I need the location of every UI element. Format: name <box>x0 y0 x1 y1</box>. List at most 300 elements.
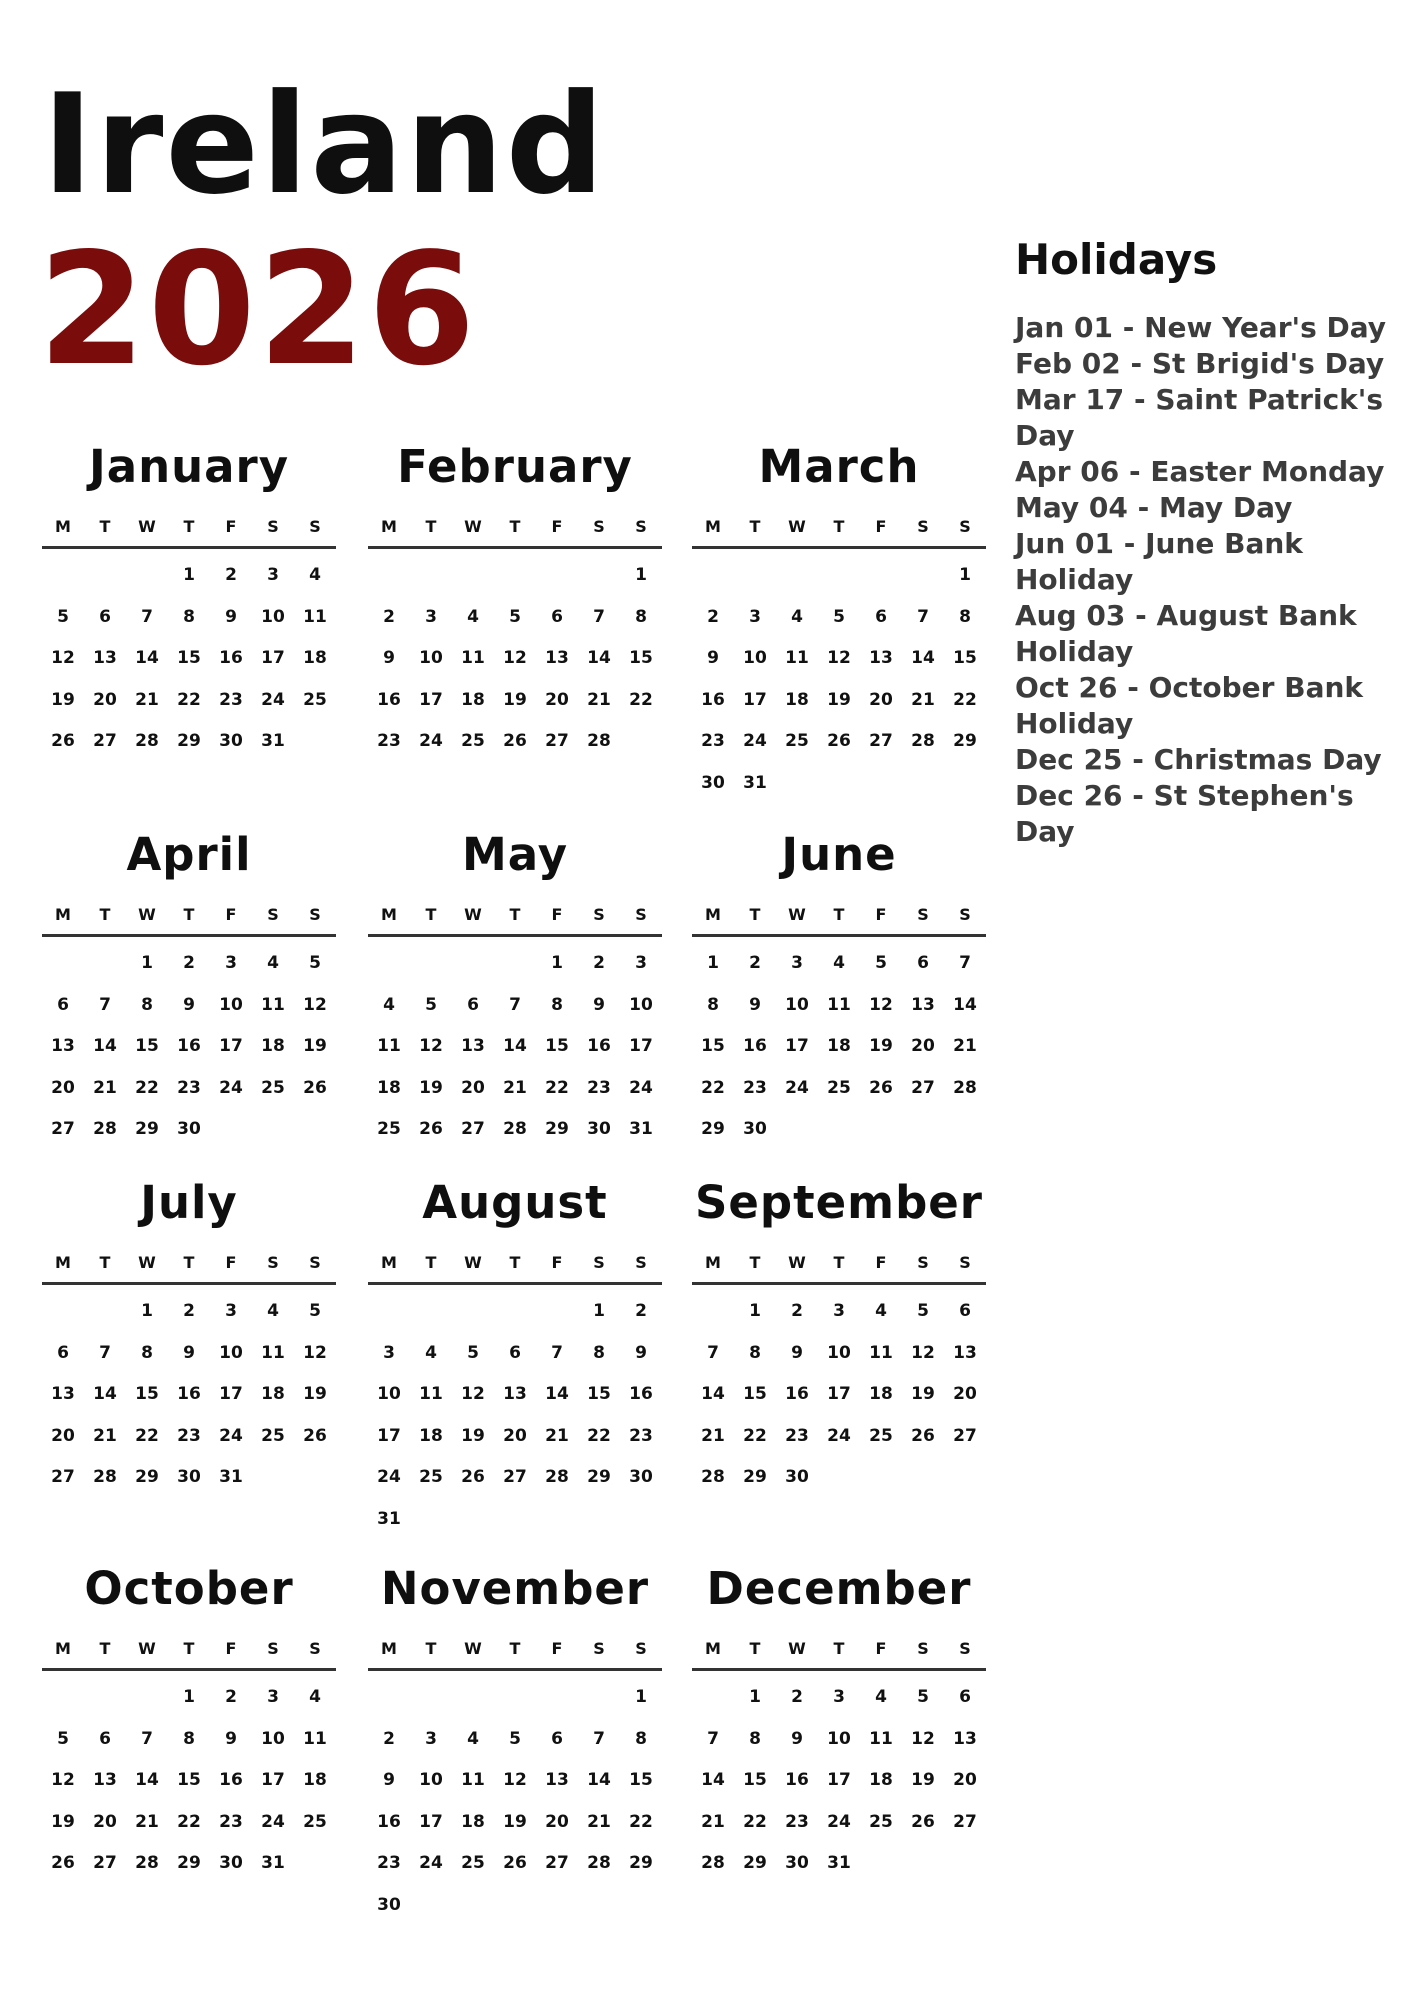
day-cell: 17 <box>419 689 443 710</box>
weekday-label: S <box>917 1253 929 1272</box>
day-grid <box>692 555 986 804</box>
day-cell: 22 <box>587 1425 611 1446</box>
day-cell: 21 <box>911 689 935 710</box>
weekday-label: F <box>551 905 563 924</box>
day-cell: 29 <box>743 1853 767 1873</box>
day-cell: 13 <box>953 1728 977 1749</box>
day-cell: 21 <box>93 1425 117 1446</box>
day-cell: 2 <box>791 1301 803 1321</box>
day-cell: 18 <box>785 689 809 710</box>
weekday-header <box>368 508 662 549</box>
day-cell: 19 <box>869 1036 893 1056</box>
day-cell: 23 <box>587 1077 611 1098</box>
empty-day-cell <box>452 1291 494 1333</box>
day-cell: 10 <box>743 648 767 668</box>
weekday-label: S <box>959 905 971 924</box>
day-cell: 16 <box>743 1036 767 1056</box>
day-cell: 14 <box>545 1384 569 1404</box>
day-cell: 15 <box>545 1036 569 1056</box>
day-cell: 7 <box>99 994 111 1015</box>
day-cell: 18 <box>303 648 327 668</box>
day-cell: 22 <box>135 1425 159 1446</box>
weekday-label: S <box>917 517 929 536</box>
day-cell: 15 <box>135 1036 159 1056</box>
day-cell: 23 <box>785 1425 809 1446</box>
day-cell: 22 <box>743 1425 767 1446</box>
weekday-label: W <box>788 1639 806 1658</box>
day-cell: 12 <box>503 1770 527 1790</box>
month-title: April <box>126 828 252 881</box>
day-cell: 9 <box>791 1728 803 1749</box>
empty-day-cell <box>536 1291 578 1333</box>
day-cell: 24 <box>261 1811 285 1832</box>
day-cell: 13 <box>545 648 569 668</box>
holiday-list <box>1015 310 1405 850</box>
day-cell: 28 <box>953 1077 977 1098</box>
day-cell: 31 <box>629 1119 653 1139</box>
empty-day-cell <box>410 555 452 597</box>
day-cell: 14 <box>701 1770 725 1790</box>
day-cell: 19 <box>503 1811 527 1832</box>
day-cell: 26 <box>869 1077 893 1098</box>
day-cell: 29 <box>177 731 201 751</box>
month-january <box>42 438 336 763</box>
day-cell: 13 <box>51 1384 75 1404</box>
empty-day-cell <box>368 1677 410 1719</box>
day-cell: 1 <box>707 953 719 973</box>
day-cell: 18 <box>461 1811 485 1832</box>
empty-day-cell <box>776 555 818 597</box>
weekday-label: T <box>99 517 111 536</box>
day-cell: 17 <box>219 1384 243 1404</box>
empty-day-cell <box>692 1677 734 1719</box>
day-grid <box>42 1291 336 1499</box>
empty-day-cell <box>494 943 536 985</box>
day-cell: 15 <box>177 1770 201 1790</box>
weekday-label: F <box>225 517 237 536</box>
day-cell: 8 <box>183 606 195 627</box>
weekday-label: S <box>593 905 605 924</box>
day-cell: 7 <box>593 606 605 627</box>
day-cell: 17 <box>419 1811 443 1832</box>
day-cell: 6 <box>99 606 111 627</box>
day-cell: 6 <box>551 606 563 627</box>
day-cell: 28 <box>587 1853 611 1873</box>
day-cell: 11 <box>261 1342 285 1363</box>
weekday-label: F <box>225 1639 237 1658</box>
day-cell: 2 <box>383 1728 395 1749</box>
empty-day-cell <box>84 1291 126 1333</box>
weekday-label: S <box>309 1639 321 1658</box>
day-cell: 2 <box>225 565 237 585</box>
day-cell: 8 <box>551 994 563 1015</box>
empty-day-cell <box>410 1677 452 1719</box>
day-cell: 28 <box>701 1467 725 1487</box>
day-cell: 19 <box>51 689 75 710</box>
day-cell: 25 <box>461 731 485 751</box>
day-cell: 27 <box>461 1119 485 1139</box>
day-cell: 14 <box>911 648 935 668</box>
day-cell: 30 <box>219 1853 243 1873</box>
day-cell: 9 <box>707 648 719 668</box>
empty-day-cell <box>494 1677 536 1719</box>
day-cell: 21 <box>93 1077 117 1098</box>
day-cell: 10 <box>419 648 443 668</box>
weekday-label: T <box>749 905 761 924</box>
day-cell: 11 <box>261 994 285 1015</box>
day-cell: 30 <box>377 1894 401 1915</box>
weekday-label: S <box>309 1253 321 1272</box>
day-cell: 3 <box>267 565 279 585</box>
day-cell: 22 <box>743 1811 767 1832</box>
day-cell: 1 <box>183 565 195 585</box>
empty-day-cell <box>818 555 860 597</box>
weekday-label: S <box>635 905 647 924</box>
day-cell: 3 <box>833 1687 845 1707</box>
day-cell: 16 <box>785 1770 809 1790</box>
weekday-label: M <box>381 905 397 924</box>
day-cell: 26 <box>419 1119 443 1139</box>
day-cell: 4 <box>309 565 321 585</box>
weekday-label: T <box>749 1639 761 1658</box>
day-cell: 27 <box>545 1853 569 1873</box>
day-cell: 16 <box>177 1384 201 1404</box>
day-cell: 28 <box>911 731 935 751</box>
day-cell: 12 <box>51 1770 75 1790</box>
month-august <box>368 1174 662 1540</box>
day-cell: 16 <box>177 1036 201 1056</box>
day-cell: 11 <box>869 1342 893 1363</box>
day-cell: 9 <box>183 1342 195 1363</box>
weekday-label: F <box>551 1639 563 1658</box>
weekday-label: S <box>309 905 321 924</box>
day-cell: 26 <box>51 1853 75 1873</box>
day-cell: 25 <box>303 689 327 710</box>
month-april <box>42 826 336 1151</box>
day-cell: 16 <box>219 648 243 668</box>
day-cell: 27 <box>51 1119 75 1139</box>
day-cell: 21 <box>135 689 159 710</box>
day-cell: 19 <box>911 1384 935 1404</box>
day-cell: 13 <box>953 1342 977 1363</box>
day-cell: 9 <box>225 1728 237 1749</box>
day-cell: 25 <box>377 1119 401 1139</box>
empty-day-cell <box>536 1677 578 1719</box>
day-cell: 12 <box>51 648 75 668</box>
day-cell: 22 <box>545 1077 569 1098</box>
weekday-label: M <box>381 1253 397 1272</box>
day-cell: 7 <box>917 606 929 627</box>
day-cell: 20 <box>461 1077 485 1098</box>
day-grid <box>692 943 986 1151</box>
day-cell: 21 <box>953 1036 977 1056</box>
weekday-label: M <box>381 517 397 536</box>
day-cell: 17 <box>261 648 285 668</box>
day-cell: 20 <box>953 1770 977 1790</box>
day-cell: 22 <box>629 1811 653 1832</box>
weekday-label: W <box>788 1253 806 1272</box>
weekday-header <box>368 1630 662 1671</box>
day-cell: 9 <box>749 994 761 1015</box>
day-cell: 21 <box>587 689 611 710</box>
page-title-country: Ireland <box>42 64 607 225</box>
weekday-label: S <box>635 1639 647 1658</box>
empty-day-cell <box>452 943 494 985</box>
day-cell: 15 <box>135 1384 159 1404</box>
weekday-label: W <box>138 905 156 924</box>
day-cell: 23 <box>377 1853 401 1873</box>
day-cell: 5 <box>509 1728 521 1749</box>
day-cell: 26 <box>911 1811 935 1832</box>
day-cell: 30 <box>629 1467 653 1487</box>
day-cell: 27 <box>545 731 569 751</box>
day-cell: 24 <box>785 1077 809 1098</box>
day-cell: 7 <box>509 994 521 1015</box>
day-cell: 8 <box>959 606 971 627</box>
day-cell: 18 <box>419 1425 443 1446</box>
day-cell: 16 <box>377 689 401 710</box>
day-cell: 3 <box>225 953 237 973</box>
day-cell: 27 <box>953 1425 977 1446</box>
day-cell: 16 <box>587 1036 611 1056</box>
day-cell: 2 <box>225 1687 237 1707</box>
day-cell: 25 <box>869 1811 893 1832</box>
weekday-label: T <box>425 905 437 924</box>
day-cell: 8 <box>141 994 153 1015</box>
weekday-label: T <box>99 1253 111 1272</box>
day-cell: 26 <box>303 1425 327 1446</box>
day-cell: 7 <box>141 1728 153 1749</box>
weekday-label: S <box>635 517 647 536</box>
day-cell: 22 <box>177 1811 201 1832</box>
day-cell: 16 <box>629 1384 653 1404</box>
day-cell: 11 <box>303 1728 327 1749</box>
empty-day-cell <box>692 555 734 597</box>
day-cell: 10 <box>827 1342 851 1363</box>
empty-day-cell <box>126 555 168 597</box>
day-cell: 15 <box>629 648 653 668</box>
empty-day-cell <box>42 943 84 985</box>
day-cell: 16 <box>701 689 725 710</box>
day-cell: 2 <box>635 1301 647 1321</box>
day-cell: 17 <box>261 1770 285 1790</box>
weekday-label: F <box>551 517 563 536</box>
day-cell: 12 <box>911 1728 935 1749</box>
day-cell: 24 <box>827 1811 851 1832</box>
day-cell: 24 <box>629 1077 653 1098</box>
day-cell: 30 <box>177 1467 201 1487</box>
day-cell: 21 <box>701 1425 725 1446</box>
day-grid <box>692 1677 986 1885</box>
weekday-header <box>42 1630 336 1671</box>
day-cell: 3 <box>425 606 437 627</box>
day-cell: 31 <box>261 1853 285 1873</box>
day-cell: 11 <box>461 648 485 668</box>
weekday-label: T <box>99 1639 111 1658</box>
weekday-label: S <box>267 517 279 536</box>
day-cell: 29 <box>135 1119 159 1139</box>
day-cell: 6 <box>509 1342 521 1363</box>
weekday-label: T <box>509 1253 521 1272</box>
day-cell: 5 <box>917 1687 929 1707</box>
day-cell: 22 <box>177 689 201 710</box>
day-cell: 4 <box>833 953 845 973</box>
weekday-header <box>692 1244 986 1285</box>
day-cell: 25 <box>869 1425 893 1446</box>
day-cell: 10 <box>261 1728 285 1749</box>
day-cell: 20 <box>953 1384 977 1404</box>
holiday-item: Dec 26 - St Stephen's Day <box>1015 779 1354 848</box>
day-cell: 22 <box>701 1077 725 1098</box>
day-cell: 24 <box>743 731 767 751</box>
empty-day-cell <box>692 1291 734 1333</box>
day-cell: 6 <box>57 994 69 1015</box>
day-cell: 5 <box>509 606 521 627</box>
weekday-label: F <box>225 1253 237 1272</box>
weekday-label: T <box>425 517 437 536</box>
weekday-label: T <box>833 1253 845 1272</box>
day-cell: 21 <box>587 1811 611 1832</box>
weekday-label: T <box>425 1253 437 1272</box>
day-cell: 12 <box>827 648 851 668</box>
weekday-label: F <box>875 1639 887 1658</box>
day-cell: 30 <box>177 1119 201 1139</box>
day-cell: 13 <box>869 648 893 668</box>
day-cell: 1 <box>749 1687 761 1707</box>
day-cell: 7 <box>141 606 153 627</box>
day-cell: 5 <box>917 1301 929 1321</box>
day-cell: 19 <box>51 1811 75 1832</box>
day-cell: 23 <box>629 1425 653 1446</box>
day-cell: 6 <box>959 1687 971 1707</box>
day-grid <box>692 1291 986 1499</box>
day-cell: 5 <box>309 953 321 973</box>
weekday-header <box>692 1630 986 1671</box>
day-cell: 3 <box>267 1687 279 1707</box>
empty-day-cell <box>368 555 410 597</box>
day-cell: 24 <box>219 1425 243 1446</box>
day-cell: 24 <box>419 731 443 751</box>
day-cell: 6 <box>99 1728 111 1749</box>
empty-day-cell <box>368 1291 410 1333</box>
day-cell: 1 <box>635 565 647 585</box>
day-cell: 30 <box>785 1853 809 1873</box>
weekday-label: T <box>183 905 195 924</box>
month-title: July <box>140 1176 238 1229</box>
day-cell: 31 <box>219 1467 243 1487</box>
day-cell: 6 <box>467 994 479 1015</box>
day-cell: 3 <box>791 953 803 973</box>
day-cell: 15 <box>629 1770 653 1790</box>
month-july <box>42 1174 336 1499</box>
day-cell: 20 <box>51 1077 75 1098</box>
day-cell: 4 <box>267 953 279 973</box>
day-cell: 21 <box>503 1077 527 1098</box>
day-cell: 28 <box>587 731 611 751</box>
day-cell: 7 <box>707 1728 719 1749</box>
day-cell: 2 <box>593 953 605 973</box>
day-cell: 7 <box>99 1342 111 1363</box>
day-cell: 15 <box>743 1384 767 1404</box>
month-title: June <box>781 828 897 881</box>
day-cell: 18 <box>869 1770 893 1790</box>
day-cell: 20 <box>869 689 893 710</box>
weekday-label: S <box>959 1253 971 1272</box>
day-cell: 8 <box>141 1342 153 1363</box>
day-cell: 6 <box>959 1301 971 1321</box>
day-cell: 9 <box>383 1770 395 1790</box>
day-cell: 27 <box>93 731 117 751</box>
day-cell: 12 <box>911 1342 935 1363</box>
day-cell: 25 <box>303 1811 327 1832</box>
day-cell: 14 <box>701 1384 725 1404</box>
weekday-label: M <box>705 1639 721 1658</box>
day-cell: 1 <box>183 1687 195 1707</box>
day-cell: 25 <box>785 731 809 751</box>
day-cell: 1 <box>551 953 563 973</box>
weekday-label: W <box>464 1253 482 1272</box>
day-cell: 15 <box>587 1384 611 1404</box>
day-cell: 23 <box>177 1425 201 1446</box>
empty-day-cell <box>410 943 452 985</box>
day-cell: 1 <box>141 953 153 973</box>
day-cell: 4 <box>875 1301 887 1321</box>
day-cell: 18 <box>869 1384 893 1404</box>
weekday-header <box>42 896 336 937</box>
weekday-label: F <box>225 905 237 924</box>
day-cell: 26 <box>503 1853 527 1873</box>
day-cell: 9 <box>593 994 605 1015</box>
day-cell: 3 <box>225 1301 237 1321</box>
day-cell: 3 <box>383 1342 395 1363</box>
day-cell: 4 <box>875 1687 887 1707</box>
day-cell: 28 <box>93 1467 117 1487</box>
day-cell: 31 <box>261 731 285 751</box>
day-cell: 10 <box>629 994 653 1015</box>
month-may <box>368 826 662 1151</box>
weekday-label: T <box>183 517 195 536</box>
day-cell: 15 <box>701 1036 725 1056</box>
day-cell: 5 <box>57 1728 69 1749</box>
day-cell: 26 <box>461 1467 485 1487</box>
month-title: March <box>758 440 920 493</box>
day-grid <box>368 1677 662 1926</box>
day-cell: 19 <box>911 1770 935 1790</box>
day-cell: 15 <box>953 648 977 668</box>
day-cell: 28 <box>135 1853 159 1873</box>
weekday-label: S <box>635 1253 647 1272</box>
weekday-header <box>42 508 336 549</box>
weekday-header <box>692 896 986 937</box>
day-cell: 28 <box>503 1119 527 1139</box>
empty-day-cell <box>84 1677 126 1719</box>
day-cell: 20 <box>93 1811 117 1832</box>
day-cell: 22 <box>953 689 977 710</box>
day-cell: 2 <box>791 1687 803 1707</box>
day-cell: 20 <box>911 1036 935 1056</box>
day-cell: 24 <box>219 1077 243 1098</box>
empty-day-cell <box>494 555 536 597</box>
day-cell: 4 <box>309 1687 321 1707</box>
month-title: November <box>380 1562 650 1615</box>
day-cell: 29 <box>545 1119 569 1139</box>
holiday-item: Mar 17 - Saint Patrick's Day <box>1015 383 1384 452</box>
day-cell: 2 <box>183 953 195 973</box>
day-cell: 5 <box>833 606 845 627</box>
holiday-item: Jan 01 - New Year's Day <box>1015 311 1387 344</box>
day-cell: 20 <box>503 1425 527 1446</box>
day-cell: 13 <box>911 994 935 1015</box>
